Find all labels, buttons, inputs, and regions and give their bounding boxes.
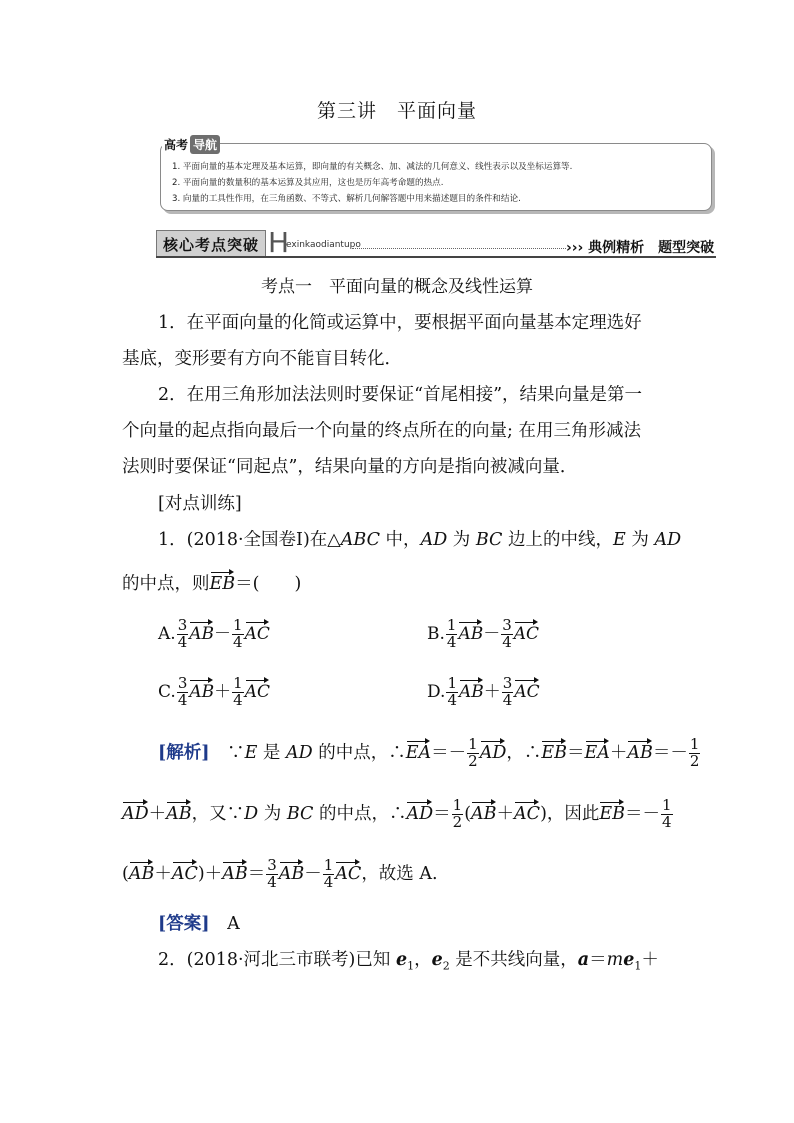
question-1-line-1: 1．(2018·全国卷Ⅰ)在△ABC 中，AD 为 BC 边上的中线，E 为 AD: [158, 530, 682, 550]
point-2-line-1: 2．在用三角形加法法则时要保证“首尾相接”，结果向量是第一: [158, 385, 643, 405]
banner-label: 核心考点突破: [156, 230, 266, 258]
point-1-line-2: 基底，变形要有方向不能盲目转化．: [122, 349, 402, 369]
banner-underline: [156, 256, 716, 258]
guide-tab: [162, 135, 220, 153]
answer-line: [158, 910, 240, 935]
banner-pinyin: exinkaodiantupo: [286, 240, 361, 250]
option-a[interactable]: A. $\frac{3}{4}$ AB－ $\frac{1}{4}$ AC: [158, 616, 270, 651]
banner-right: ››› 典例精析 题型突破: [566, 240, 715, 256]
analysis-line-2: AD＋AB，又∵D 为 BC 的中点，∴AD＝ $\frac{1}{2}$ (AB＋AC)，因此EB＝－ $\frac{1}{4}$: [122, 796, 672, 831]
guide-line-3: 3. 向量的工具性作用，在三角函数、不等式、解析几何解答题中用来描述题目的条件和结论.: [172, 194, 521, 204]
section-title: 考点一 平面向量的概念及线性运算: [261, 277, 533, 297]
analysis-line-1: [解析] ∵E 是 AD 的中点，∴EA＝－ $\frac{1}{2}$ AD，∴EB＝EA＋AB＝－ $\frac{1}{2}$: [158, 735, 700, 770]
vector-eb: EB: [209, 574, 236, 594]
guide-tab-badge: 导航: [190, 135, 220, 154]
banner-divider: [352, 248, 566, 249]
page-title: 第三讲 平面向量: [316, 100, 477, 122]
training-heading: [对点训练]: [158, 494, 242, 514]
question-1-line-2: 的中点，则EB＝( ): [122, 574, 302, 594]
guide-line-1: 1. 平面向量的基本定理及基本运算，即向量的有关概念、加、减法的几何意义、线性表示以及坐标运算等.: [172, 162, 573, 172]
guide-line-2: 2. 平面向量的数量积的基本运算及其应用，这也是历年高考命题的热点.: [172, 178, 444, 188]
banner-letter: H: [268, 226, 290, 259]
point-2-line-3: 法则时要保证“同起点”，结果向量的方向是指向被减向量．: [122, 457, 578, 477]
option-b[interactable]: B. $\frac{1}{4}$ AB－ $\frac{3}{4}$ AC: [427, 616, 540, 651]
answer-value: A: [227, 914, 240, 934]
question-2-line-1: 2．(2018·河北三市联考)已知 $e_1$，$e_2$ 是不共线向量，$a=me_1+$: [158, 950, 659, 973]
answer-tag: [答案]: [158, 914, 210, 934]
option-c[interactable]: C. $\frac{3}{4}$ AB＋ $\frac{1}{4}$ AC: [158, 674, 270, 709]
option-d[interactable]: D. $\frac{1}{4}$ AB＋ $\frac{3}{4}$ AC: [427, 674, 540, 709]
guide-tab-label: 高考: [164, 137, 189, 152]
point-2-line-2: 个向量的起点指向最后一个向量的终点所在的向量; 在用三角形减法: [122, 421, 641, 441]
point-1-line-1: 1．在平面向量的化简或运算中，要根据平面向量基本定理选好: [158, 313, 642, 333]
analysis-line-3: (AB＋AC)＋AB＝ $\frac{3}{4}$ AB－ $\frac{1}{4}$ AC，故选 A.: [122, 856, 438, 891]
analysis-tag: [解析]: [158, 742, 210, 763]
